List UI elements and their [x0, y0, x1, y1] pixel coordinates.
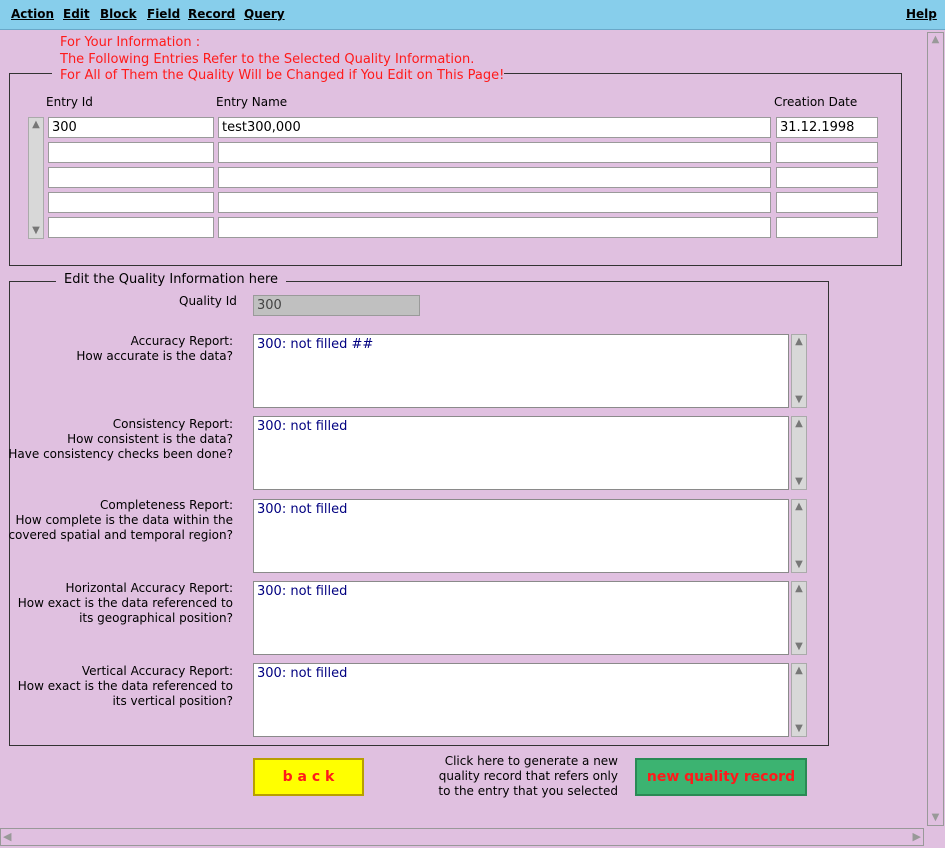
header-entry-id: Entry Id [46, 95, 93, 109]
textarea-scrollbar[interactable] [791, 499, 807, 573]
back-button[interactable]: b a c k [253, 758, 364, 796]
report-label: Accuracy Report: How accurate is the data? [76, 334, 233, 363]
accuracy-report-textarea[interactable]: 300: not filled ## [253, 334, 789, 408]
entry-date-cell[interactable] [776, 217, 878, 238]
scroll-right-icon[interactable]: ▶ [912, 830, 921, 843]
entry-date-cell[interactable]: 31.12.1998 [776, 117, 878, 138]
scroll-down-icon[interactable]: ▼ [795, 723, 803, 734]
menu-block[interactable]: Block [100, 7, 137, 21]
scroll-up-icon[interactable]: ▲ [795, 336, 803, 347]
entry-id-cell[interactable] [48, 142, 214, 163]
scroll-down-icon[interactable]: ▼ [795, 559, 803, 570]
scroll-down-icon[interactable]: ▼ [795, 641, 803, 652]
entry-name-cell[interactable] [218, 167, 771, 188]
entries-scrollbar[interactable] [28, 117, 44, 239]
textarea-scrollbar[interactable] [791, 663, 807, 737]
menu-record[interactable]: Record [188, 7, 236, 21]
entry-date-cell[interactable] [776, 192, 878, 213]
entry-date-cell[interactable] [776, 142, 878, 163]
header-creation-date: Creation Date [774, 95, 858, 109]
window-vertical-scrollbar[interactable] [927, 32, 944, 826]
quality-id-field: 300 [253, 295, 420, 316]
textarea-scrollbar[interactable] [791, 416, 807, 490]
entry-id-cell[interactable] [48, 167, 214, 188]
quality-section-title: Edit the Quality Information here [56, 272, 286, 287]
new-record-hint: Click here to generate a new quality record that refers only to the entry that you selected [438, 754, 618, 798]
entry-name-cell[interactable] [218, 142, 771, 163]
menu-query[interactable]: Query [244, 7, 285, 21]
scroll-up-icon[interactable]: ▲ [32, 119, 40, 130]
report-label: Completeness Report: How complete is the data within the covered spatial and temporal region? [8, 498, 233, 542]
report-label: Horizontal Accuracy Report: How exact is the data referenced to its geographical position? [17, 581, 233, 625]
vertical-accuracy-report-textarea[interactable]: 300: not filled [253, 663, 789, 737]
report-label: Consistency Report: How consistent is the data? Have consistency checks been done? [8, 417, 233, 461]
completeness-report-textarea[interactable]: 300: not filled [253, 499, 789, 573]
report-label: Vertical Accuracy Report: How exact is the data referenced to its vertical position? [17, 664, 233, 708]
scroll-up-icon[interactable]: ▲ [931, 34, 940, 45]
scroll-up-icon[interactable]: ▲ [795, 418, 803, 429]
entry-id-cell[interactable]: 300 [48, 117, 214, 138]
entry-id-cell[interactable] [48, 217, 214, 238]
window-horizontal-scrollbar[interactable] [0, 828, 924, 846]
info-heading: For Your Information : [60, 35, 201, 50]
quality-id-label: Quality Id [179, 294, 237, 308]
menu-help[interactable]: Help [906, 7, 937, 21]
entry-name-cell[interactable] [218, 192, 771, 213]
menu-bar [0, 0, 945, 30]
textarea-scrollbar[interactable] [791, 581, 807, 655]
consistency-report-textarea[interactable]: 300: not filled [253, 416, 789, 490]
entry-id-cell[interactable] [48, 192, 214, 213]
menu-action[interactable]: Action [11, 7, 55, 21]
scroll-up-icon[interactable]: ▲ [795, 665, 803, 676]
textarea-scrollbar[interactable] [791, 334, 807, 408]
scroll-down-icon[interactable]: ▼ [795, 394, 803, 405]
entry-date-cell[interactable] [776, 167, 878, 188]
scroll-up-icon[interactable]: ▲ [795, 501, 803, 512]
entry-name-cell[interactable] [218, 217, 771, 238]
scroll-left-icon[interactable]: ◀ [3, 830, 12, 843]
horizontal-accuracy-report-textarea[interactable]: 300: not filled [253, 581, 789, 655]
entry-name-cell[interactable]: test300,000 [218, 117, 771, 138]
scroll-down-icon[interactable]: ▼ [795, 476, 803, 487]
info-line-2: The Following Entries Refer to the Selected Quality Information. [60, 52, 475, 67]
menu-field[interactable]: Field [147, 7, 181, 21]
scroll-up-icon[interactable]: ▲ [795, 583, 803, 594]
new-quality-record-button[interactable]: new quality record [635, 758, 807, 796]
header-entry-name: Entry Name [216, 95, 288, 109]
scroll-down-icon[interactable]: ▼ [32, 225, 40, 236]
menu-edit[interactable]: Edit [63, 7, 90, 21]
info-line-3: For All of Them the Quality Will be Changed if You Edit on This Page! [52, 68, 504, 83]
scroll-down-icon[interactable]: ▼ [931, 812, 940, 823]
